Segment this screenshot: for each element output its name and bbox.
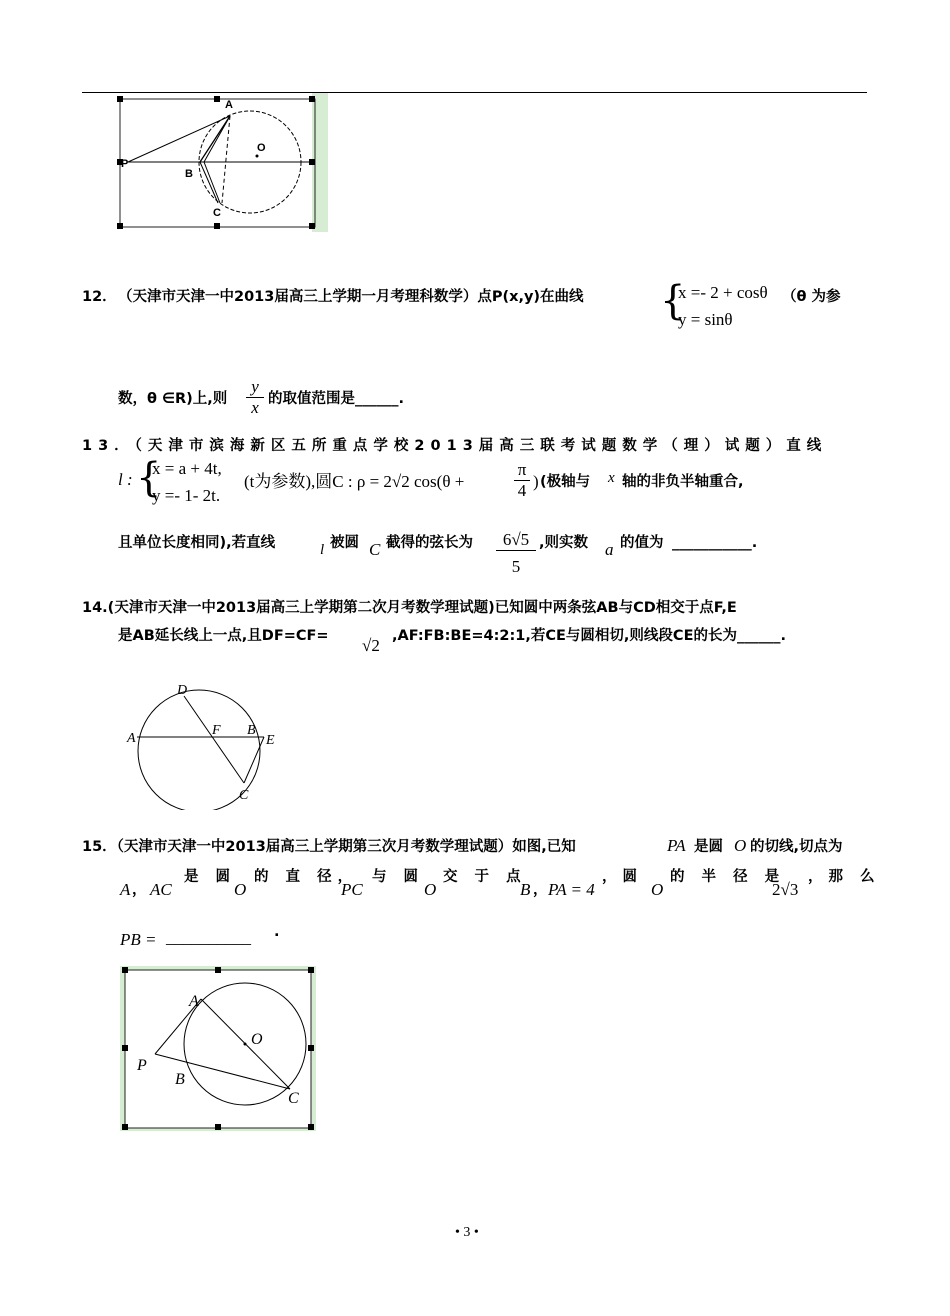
q14-line2-b: ,AF:FB:BE=4:2:1,若CE与圆相切,则线段CE的长为______. (392, 628, 786, 644)
fig15-label-a: A (189, 993, 199, 1010)
q13-line3-e: 的值为 (620, 535, 664, 551)
fig14-label-a: A (127, 731, 136, 746)
q15-line2-c: 是 圆 (184, 869, 237, 885)
q14-line1: 14.(天津市天津一中2013届高三上学期第二次月考数学理试题)已知圆中两条弦AB与CD相交于点F,E (82, 600, 737, 616)
q13-polar: (极轴与 (540, 474, 591, 490)
q13-brace: { (136, 455, 162, 501)
q15-o4: O (651, 880, 664, 899)
q12-line2-post: 的取值范围是______. (268, 391, 405, 407)
q15-pb: PB = (120, 930, 157, 949)
q13-pi-den: 4 (514, 480, 530, 501)
q13-l-label: l : (118, 470, 133, 489)
q13-eq2: y =- 1- 2t. (152, 486, 221, 505)
fig15-label-b: B (175, 1071, 185, 1088)
q13-param: (t为参数),圆C : ρ = 2√2 cos(θ + (244, 472, 465, 491)
q14-sqrt2: √2 (362, 636, 380, 655)
q13-line1: 13．（天津市滨海新区五所重点学校2013届高三联考试题数学（理）试题）直线 (82, 438, 828, 454)
q12-number: 12． (82, 289, 117, 305)
q13-c-var: C (369, 540, 381, 559)
q12-line2-pre: 数，θ ∈R)上,则 (118, 391, 228, 407)
fig1-label-o: O (257, 142, 266, 154)
q13-pi-num: π (517, 460, 527, 479)
fig15-label-o: O (251, 1031, 263, 1048)
fig15-label-p: P (137, 1057, 147, 1074)
fig14-label-f: F (212, 723, 221, 738)
q15-line1-b: 是圆 (694, 839, 723, 855)
q12-frac-num: y (251, 377, 259, 396)
q12-source-text: （天津市天津一中2013届高三上学期一月考理科数学）点P(x,y)在曲线 (118, 289, 584, 305)
figure-14 (124, 680, 284, 810)
q15-pc: PC (341, 880, 363, 899)
q13-line3-b: 被圆 (330, 535, 359, 551)
q15-pa4: PA = 4 (548, 880, 595, 899)
q12-tail: （θ 为参 (782, 289, 841, 305)
q15-line2-h: ，圆 (602, 869, 643, 885)
q13-line3-c: 截得的弦长为 (386, 535, 473, 551)
q13-pi-fraction (514, 460, 530, 501)
q13-param-close: ) (533, 472, 539, 491)
q15-comma2: ， (533, 882, 548, 898)
fig1-label-b: B (185, 168, 193, 180)
fig15-label-c: C (288, 1090, 299, 1107)
q13-chord-fraction (496, 530, 536, 577)
q15-dot: . (274, 924, 280, 940)
figure-1 (110, 93, 330, 235)
q12-frac-den: x (246, 397, 264, 418)
q15-b: B (520, 880, 531, 899)
q15-radius: 2√3 (772, 880, 799, 899)
q12-brace: { (660, 278, 686, 324)
fig1-label-p: P (121, 158, 129, 170)
q15-o1: O (734, 836, 747, 855)
figure-15 (118, 964, 318, 1134)
q15-line2-d: 的 直 径， (254, 869, 359, 885)
q13-l-var: l (320, 542, 325, 558)
fig14-label-b: B (247, 723, 256, 738)
q15-line1-c: 的切线,切点为 (750, 839, 843, 855)
q13-eq1: x = a + 4t, (152, 459, 222, 478)
q12-fraction (246, 377, 264, 418)
q15-line2-f: 交 于 点 (443, 869, 527, 885)
q15-comma1: ， (132, 882, 147, 898)
q15-line2-i: 的 半 径 是 (670, 869, 786, 885)
q15-pa: PA (667, 836, 686, 855)
q13-line3-a: 且单位长度相同),若直线 (118, 535, 276, 551)
q15-line2-j: ，那 么 (808, 869, 881, 885)
fig1-label-c: C (213, 207, 221, 219)
q13-chord-den: 5 (496, 550, 536, 577)
q15-o3: O (424, 880, 437, 899)
q13-blank: ___________. (672, 535, 758, 551)
q12-eq1: x =- 2 + cosθ (678, 283, 768, 302)
q13-a-var: a (605, 540, 614, 559)
q15-o2: O (234, 880, 247, 899)
q14-line2-a: 是AB延长线上一点,且DF=CF= (118, 628, 329, 644)
q13-x-var: x (608, 470, 615, 486)
q13-chord-num: 6√5 (502, 530, 530, 549)
fig14-label-d: D (177, 683, 188, 698)
q13-polar2: 轴的非负半轴重合, (622, 474, 744, 490)
q12-eq2: y = sinθ (678, 310, 733, 329)
q15-line1: 15．（天津市天津一中2013届高三上学期第三次月考数学理试题）如图,已知 (82, 839, 576, 855)
q15-line2-e: 与 圆 (372, 869, 425, 885)
fig14-label-e: E (266, 733, 275, 748)
page-number: • 3 • (455, 1225, 479, 1240)
fig14-label-c: C (239, 788, 249, 803)
fig1-label-a: A (225, 99, 233, 111)
q15-ac: AC (150, 880, 172, 899)
q13-line3-d: ,则实数 (539, 535, 589, 551)
q15-a: A (120, 880, 131, 899)
q15-blank: __________ (166, 928, 251, 947)
